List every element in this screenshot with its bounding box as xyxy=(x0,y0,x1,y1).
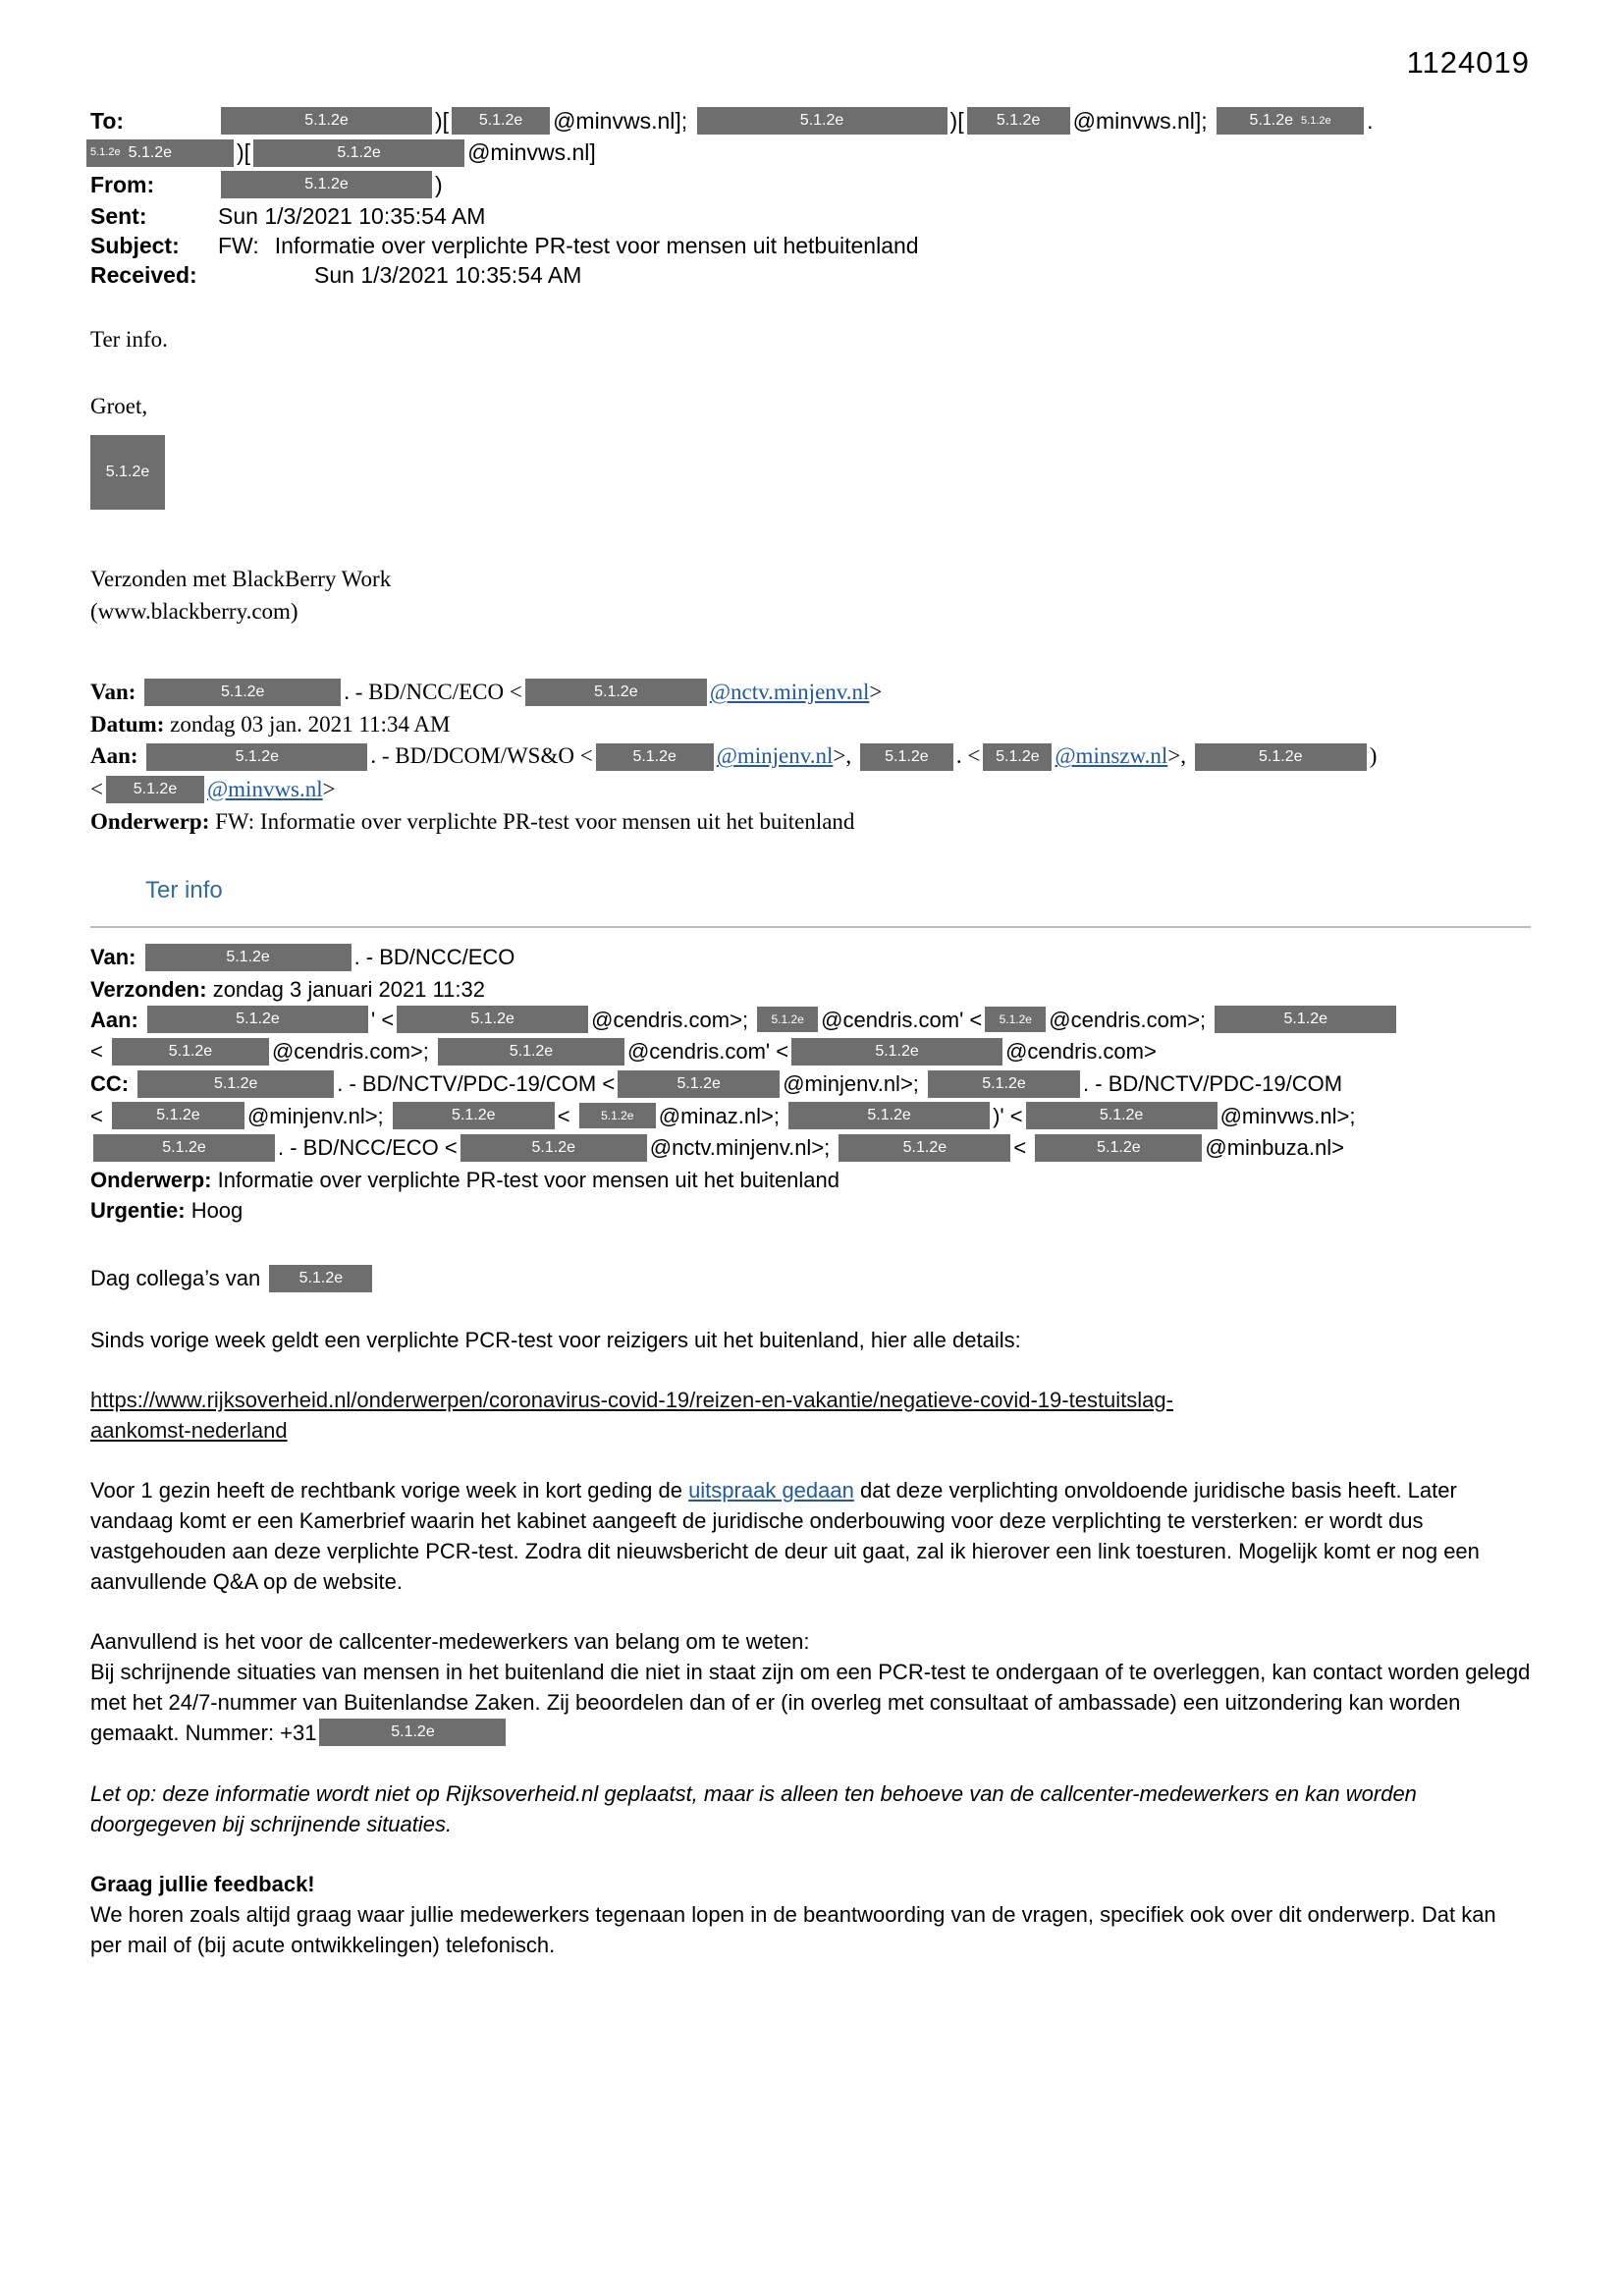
field-label: Received: xyxy=(90,262,197,289)
text-line xyxy=(90,774,1531,806)
redaction-label: 5.1.2e xyxy=(133,780,178,797)
text-segment: @minaz.nl>; xyxy=(658,1103,786,1128)
text-segment: Aanvullend is het voor de callcenter-medewerkers van belang om te weten: xyxy=(90,1628,810,1654)
redaction-label: 5.1.2e xyxy=(156,1107,200,1124)
hyperlink[interactable]: uitspraak gedaan xyxy=(688,1477,854,1503)
text-segment: )[ xyxy=(435,108,450,134)
redaction-box xyxy=(147,1006,368,1033)
text-line xyxy=(90,1778,1531,1839)
text-line xyxy=(90,1325,1531,1355)
hyperlink[interactable]: @minszw.nl xyxy=(1055,743,1168,769)
field-label: Sent: xyxy=(90,203,147,230)
redaction-box xyxy=(397,1006,588,1033)
url-link[interactable]: https://www.rijksoverheid.nl/onderwerpen/coronavirus-covid-19/reizen-en-vakantie/negatieve-covid-19-testuitslag- xyxy=(90,1387,1173,1412)
ter-info-text: Ter info. xyxy=(90,327,168,353)
text-segment: @cendris.com>; xyxy=(1049,1007,1213,1032)
redaction-label: 5.1.2e xyxy=(509,1042,554,1060)
redaction-label: 5.1.2e xyxy=(1259,747,1303,765)
text-segment: @cendris.com' < xyxy=(626,1039,789,1065)
redaction-label: 5.1.2e xyxy=(391,1723,435,1741)
redaction-label: 5.1.2e xyxy=(226,948,270,965)
text-segment: > xyxy=(322,776,336,801)
redaction-label: 5.1.2e xyxy=(982,1074,1026,1092)
text-segment: @nctv.minjenv.nl>; xyxy=(649,1135,837,1161)
field-label: Urgentie: xyxy=(90,1198,191,1224)
text-segment: Dag collega’s van xyxy=(90,1266,267,1291)
text-line xyxy=(90,1005,1531,1037)
text-segment: @cendris.com' < xyxy=(821,1007,983,1032)
redaction-label: 5.1.2e xyxy=(337,143,381,161)
text-segment: @cendris.com> xyxy=(1005,1039,1157,1065)
text-segment: @minvws.nl]; xyxy=(553,108,694,134)
redaction-box xyxy=(86,139,234,167)
redaction-box xyxy=(525,679,707,706)
text-line xyxy=(90,806,1531,838)
redaction-label: 5.1.2e xyxy=(771,1012,804,1027)
text-line xyxy=(90,260,1531,290)
redaction-box xyxy=(221,107,432,135)
document-number: 1124019 xyxy=(1406,45,1530,80)
outlook-header xyxy=(90,106,1531,290)
text-line xyxy=(90,942,1531,974)
forwarded-header-2 xyxy=(90,942,1531,1226)
redaction-box xyxy=(319,1719,506,1746)
text-segment: Hoog xyxy=(190,1198,244,1224)
redaction-label: 5.1.2e xyxy=(168,1042,213,1060)
text-segment: >, xyxy=(833,743,857,769)
text-segment: )[ xyxy=(237,139,251,166)
text-segment: ) xyxy=(435,171,443,197)
text-segment: @minvws.nl]; xyxy=(1072,108,1215,134)
redaction-box xyxy=(791,1038,1002,1066)
redaction-box xyxy=(983,743,1052,771)
text-line xyxy=(90,709,1531,740)
redaction-label: 5.1.2e xyxy=(875,1042,919,1060)
redaction-box xyxy=(579,1103,656,1128)
text-segment: Let op: deze informatie wordt niet op Rijksoverheid.nl geplaatst, maar is alleen ten behoeve van de callcenter-medewerkers en kan worden doorgegeven bij schrijnende situaties. xyxy=(90,1781,1424,1837)
text-segment: . - BD/NCTV/PDC-19/COM xyxy=(1083,1070,1343,1096)
redaction-box xyxy=(146,743,367,771)
text-segment: zondag 3 januari 2021 11:32 xyxy=(212,976,485,1002)
text-line xyxy=(90,106,1531,137)
redaction-box xyxy=(144,679,341,706)
redaction-label: 5.1.2e xyxy=(799,112,844,130)
text-segment: @minjenv.nl>; xyxy=(783,1070,926,1096)
text-segment: . - BD/NCC/ECO < xyxy=(278,1135,458,1161)
redaction-label: 5.1.2e xyxy=(867,1107,911,1124)
redaction-label-small: 5.1.2e xyxy=(90,146,121,159)
text-segment: FW: xyxy=(218,233,259,259)
text-segment: We horen zoals altijd graag waar jullie medewerkers tegenaan lopen in de beantwoording van de vragen, specifiek ook over dit onderwerp. Dat kan per mail of (bij acute ontwikkelingen) telefonisch. xyxy=(90,1902,1502,1958)
redaction-box xyxy=(985,1007,1046,1032)
redaction-label: 5.1.2e xyxy=(478,112,523,130)
redaction-box xyxy=(93,1134,275,1162)
redaction-box xyxy=(1035,1134,1202,1162)
redaction-box xyxy=(839,1134,1010,1162)
text-line xyxy=(90,1475,1531,1597)
text-segment: . - BD/DCOM/WS&O < xyxy=(370,743,593,769)
field-label: CC: xyxy=(90,1070,135,1096)
greeting-text: Groet, xyxy=(90,394,148,419)
text-segment: Informatie over verplichte PR-test voor mensen uit hetbuitenland xyxy=(274,233,919,259)
sent-with-line: Verzonden met BlackBerry Work xyxy=(90,567,392,592)
text-line xyxy=(90,231,1531,260)
redaction-box xyxy=(269,1265,372,1292)
text-segment: < xyxy=(90,776,103,801)
redaction-box xyxy=(438,1038,624,1066)
field-label: Aan: xyxy=(90,1007,144,1032)
email-body xyxy=(90,1263,1537,1960)
sent-with-note xyxy=(90,563,1531,628)
text-segment: < xyxy=(557,1103,576,1128)
text-line xyxy=(90,1101,1531,1133)
field-label: Onderwerp: xyxy=(90,808,216,834)
text-segment: Sun 1/3/2021 10:35:54 AM xyxy=(314,262,582,289)
text-line xyxy=(90,1657,1537,1750)
text-line xyxy=(90,740,1531,773)
field-label: Verzonden: xyxy=(90,976,213,1002)
text-segment: < xyxy=(90,1039,109,1065)
redaction-box xyxy=(112,1102,244,1129)
text-line xyxy=(90,1869,1531,1899)
redaction-label: 5.1.2e xyxy=(1283,1011,1327,1028)
redaction-box xyxy=(596,743,714,771)
redaction-label: 5.1.2e xyxy=(162,1139,206,1157)
text-segment: . - BD/NCC/ECO xyxy=(353,944,515,969)
redaction-label: 5.1.2e xyxy=(632,747,677,765)
text-segment: )' < xyxy=(993,1103,1023,1128)
redaction-label: 5.1.2e xyxy=(601,1109,634,1123)
text-line xyxy=(90,1036,1531,1068)
text-segment: < xyxy=(1013,1135,1033,1161)
redaction-box xyxy=(757,1007,818,1032)
redaction-box xyxy=(393,1102,555,1129)
redaction-box xyxy=(137,1070,334,1098)
redaction-box xyxy=(452,107,550,135)
field-label: Onderwerp: xyxy=(90,1168,218,1193)
redaction-box xyxy=(253,139,464,167)
field-label: Subject: xyxy=(90,233,180,259)
redaction-box xyxy=(1195,743,1367,771)
text-segment: @minvws.nl>; xyxy=(1219,1103,1356,1128)
text-segment: @cendris.com>; xyxy=(271,1039,435,1065)
text-line xyxy=(90,1195,1531,1226)
redaction-label: 5.1.2e xyxy=(531,1139,575,1157)
field-label: From: xyxy=(90,171,155,197)
redaction-box xyxy=(112,1038,269,1066)
redaction-label: 5.1.2e xyxy=(213,1074,258,1092)
redaction-box xyxy=(697,107,947,135)
text-segment: > xyxy=(869,680,883,705)
text-segment: FW: Informatie over verplichte PR-test voor mensen uit het buitenland xyxy=(215,808,855,834)
text-segment: Graag jullie feedback! xyxy=(90,1872,315,1897)
text-line xyxy=(90,974,1531,1005)
text-line xyxy=(90,1263,1531,1295)
text-line xyxy=(90,677,1531,709)
redaction-label: 5.1.2e xyxy=(1249,112,1294,130)
field-label: Van: xyxy=(90,944,142,969)
redaction-label: 5.1.2e xyxy=(452,1107,496,1124)
redaction-label: 5.1.2e xyxy=(885,747,929,765)
text-segment: dat deze verplichting onvoldoende juridische basis heeft. Later vandaag komt er een Kamerbrief waarin het kabinet aangeeft de juridische onderbouwing voor deze verplichting te versterken: er wordt dus vastgehouden aan deze verplichte PCR-test. Zodra dit nieuwsbericht de deur uit gaat, zal ik hierover een link toesturen. Mogelijk komt er nog een aanvullende Q&A op de website. xyxy=(90,1477,1487,1594)
text-segment: . xyxy=(1367,108,1374,134)
redaction-label: 5.1.2e xyxy=(996,112,1041,130)
field-label: Aan: xyxy=(90,743,144,769)
text-line xyxy=(90,1385,1531,1415)
redaction-box xyxy=(860,743,953,771)
text-segment: . - BD/NCTV/PDC-19/COM < xyxy=(337,1070,616,1096)
text-segment: @minvws.nl] xyxy=(467,139,596,166)
text-segment: Sinds vorige week geldt een verplichte PCR-test voor reizigers uit het buitenland, hier alle details: xyxy=(90,1327,1021,1352)
url-link[interactable]: aankomst-nederland xyxy=(90,1417,288,1443)
text-segment: Sun 1/3/2021 10:35:54 AM xyxy=(218,203,486,230)
redaction-label: 5.1.2e xyxy=(902,1139,947,1157)
signature-redaction-box xyxy=(90,435,165,510)
redaction-label: 5.1.2e xyxy=(304,176,349,193)
redaction-label: 5.1.2e xyxy=(996,747,1040,765)
hyperlink[interactable]: @nctv.minjenv.nl xyxy=(709,680,870,705)
text-segment: ) xyxy=(1369,743,1378,769)
text-segment: Bij schrijnende situaties van mensen in het buitenland die niet in staat zijn om een PCR-test te ondergaan of te overleggen, kan contact worden gelegd met het 24/7-nummer van Buitenlandse Zaken. Zij beoordelen dan of er (in overleg met consultaat of ambassade) een uitzondering kan worden gemaakt. Nummer: +31 xyxy=(90,1659,1537,1745)
redaction-label: 5.1.2e xyxy=(105,464,150,481)
redaction-box xyxy=(928,1070,1080,1098)
text-segment: . - BD/NCC/ECO < xyxy=(344,680,522,705)
hyperlink[interactable]: @minjenv.nl xyxy=(716,743,834,769)
redaction-box xyxy=(967,107,1070,135)
text-segment: @minjenv.nl>; xyxy=(246,1103,390,1128)
redaction-box xyxy=(1026,1102,1218,1129)
redaction-label: 5.1.2e xyxy=(999,1012,1032,1027)
text-line xyxy=(90,1165,1531,1195)
text-line xyxy=(90,1068,1531,1101)
text-segment: Voor 1 gezin heeft de rechtbank vorige week in kort geding de xyxy=(90,1477,689,1503)
redaction-box xyxy=(460,1134,647,1162)
redaction-box xyxy=(1215,1006,1396,1033)
text-line xyxy=(90,170,1531,201)
redaction-label: 5.1.2e xyxy=(594,683,638,701)
redaction-box xyxy=(106,776,204,803)
forwarded-header-1 xyxy=(90,677,1531,838)
text-segment: ' < xyxy=(371,1007,395,1032)
redaction-label: 5.1.2e xyxy=(220,683,265,701)
page-content xyxy=(0,106,1624,1960)
redaction-label: 5.1.2e xyxy=(235,747,280,765)
redaction-box xyxy=(145,944,352,971)
text-line xyxy=(90,1415,1531,1446)
redaction-label: 5.1.2e xyxy=(677,1074,721,1092)
hyperlink[interactable]: @minvws.nl xyxy=(206,776,323,801)
text-segment: @cendris.com>; xyxy=(591,1007,755,1032)
text-line xyxy=(90,1132,1531,1165)
redaction-label-small: 5.1.2e xyxy=(1301,114,1331,127)
text-segment: )[ xyxy=(949,108,964,134)
redaction-box xyxy=(618,1070,780,1098)
text-segment: zondag 03 jan. 2021 11:34 AM xyxy=(170,712,451,738)
text-segment: @minbuza.nl> xyxy=(1205,1135,1344,1161)
redaction-box xyxy=(221,171,432,198)
section-divider xyxy=(90,926,1531,928)
redaction-label: 5.1.2e xyxy=(1097,1139,1141,1157)
text-line xyxy=(90,1899,1531,1960)
redaction-box xyxy=(788,1102,990,1129)
field-label: To: xyxy=(90,108,125,134)
field-label: Datum: xyxy=(90,712,171,738)
text-segment: < xyxy=(90,1103,109,1128)
redaction-label: 5.1.2e xyxy=(236,1011,280,1028)
redaction-box xyxy=(1217,107,1364,135)
redaction-label: 5.1.2e xyxy=(1099,1107,1144,1124)
text-line xyxy=(90,1626,1531,1657)
redaction-label: 5.1.2e xyxy=(298,1269,344,1286)
text-line xyxy=(90,201,1531,231)
text-segment: >, xyxy=(1167,743,1192,769)
redaction-label: 5.1.2e xyxy=(470,1011,514,1028)
field-label: Van: xyxy=(90,680,142,705)
sent-with-line: (www.blackberry.com) xyxy=(90,599,298,625)
redaction-label: 5.1.2e xyxy=(304,112,349,130)
text-segment: Informatie over verplichte PR-test voor mensen uit het buitenland xyxy=(217,1168,840,1193)
redaction-label: 5.1.2e xyxy=(128,143,173,161)
text-segment: . < xyxy=(955,743,981,769)
text-line xyxy=(83,137,1531,169)
ter-info-note: Ter info xyxy=(145,876,223,903)
